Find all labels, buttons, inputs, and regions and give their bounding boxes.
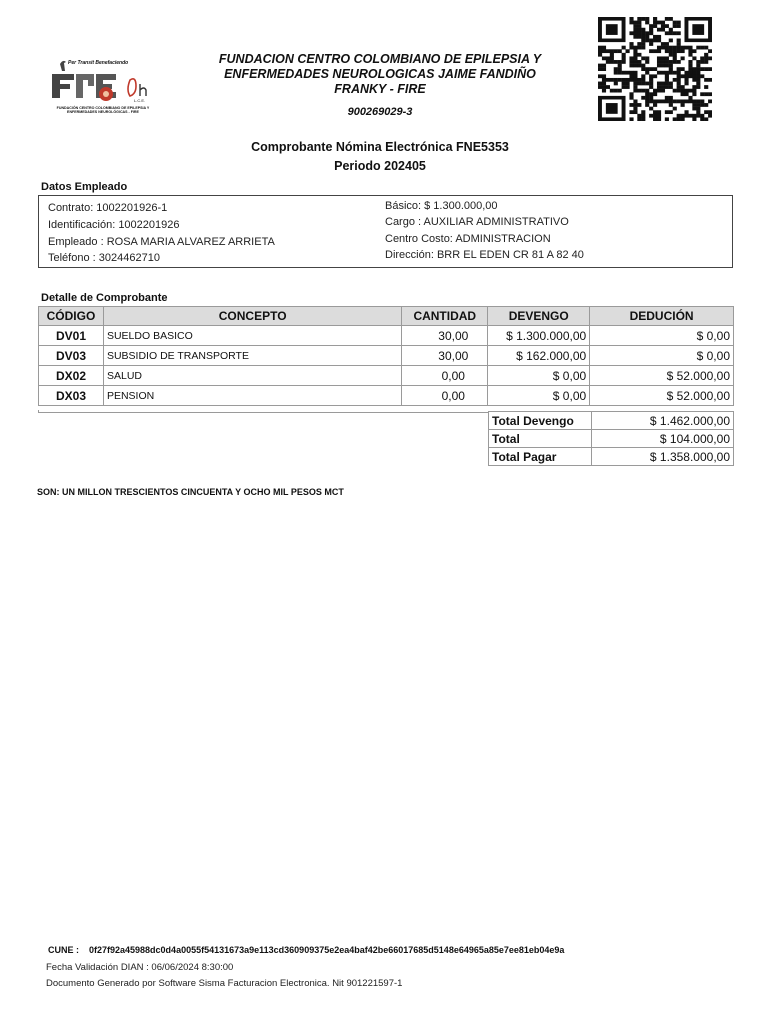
detail-section-heading: Detalle de Comprobante [41, 292, 168, 304]
row-concept: SUBSIDIO DE TRANSPORTE [103, 346, 401, 366]
logo-initials: L.C.E. [134, 98, 146, 103]
row-code: DV01 [39, 326, 104, 346]
logo-caption: FUNDACIÓN CENTRO COLOMBIANO DE EPILEPSIA Y ENFERMEDADES NEUROLÓGICAS - FIRE [56, 106, 150, 115]
table-row [39, 366, 734, 386]
table-divider [38, 410, 488, 413]
employee-base-salary: Básico: $ 1.300.000,00 [385, 200, 498, 212]
dian-validation-date: Fecha Validación DIAN : 06/06/2024 8:30:00 [46, 962, 234, 973]
row-deduction: $ 0,00 [590, 326, 734, 346]
organization-name [180, 52, 580, 97]
amount-in-words: SON: UN MILLON TRESCIENTOS CINCUENTA Y OCHO MIL PESOS MCT [37, 487, 344, 497]
org-name-line-3: FRANKY - FIRE [334, 82, 426, 96]
generated-by-note: Documento Generado por Software Sisma Facturacion Electronica. Nit 901221597-1 [46, 978, 403, 989]
document-title: Comprobante Nómina Electrónica FNE5353 [251, 140, 509, 154]
table-row [39, 326, 734, 346]
qr-code-icon [598, 17, 712, 121]
row-accrual: $ 0,00 [488, 366, 590, 386]
row-deduction: $ 52.000,00 [590, 366, 734, 386]
row-accrual: $ 162.000,00 [488, 346, 590, 366]
employee-section-heading: Datos Empleado [41, 181, 128, 193]
document-period: Periodo 202405 [334, 159, 426, 173]
column-header-quantity: CANTIDAD [402, 307, 488, 326]
row-quantity: 30,00 [402, 326, 488, 346]
total-pay-value: $ 1.358.000,00 [592, 448, 734, 466]
row-quantity: 30,00 [402, 346, 488, 366]
cune-value: 0f27f92a45988dc0d4a0055f54131673a9e113cd360909375e2ea4baf42be66017685d5148e64965a85e7ee81eb04e9a [89, 945, 565, 955]
column-header-accrual: DEVENGO [488, 307, 590, 326]
table-row [39, 386, 734, 406]
total-pay-label: Total Pagar [489, 448, 592, 466]
logo-motto: Per Transit Benefaciendo [68, 60, 129, 66]
table-row [39, 346, 734, 366]
row-code: DX03 [39, 386, 104, 406]
detail-table [38, 306, 734, 406]
column-header-deduction: DEDUCIÓN [590, 307, 734, 326]
total-deduction-label: Total [489, 430, 592, 448]
row-quantity: 0,00 [402, 366, 488, 386]
row-accrual: $ 0,00 [488, 386, 590, 406]
total-row [489, 412, 734, 430]
cune-label: CUNE : [48, 945, 79, 955]
org-name-line-1: FUNDACION CENTRO COLOMBIANO DE EPILEPSIA Y [218, 52, 542, 66]
cune-line [48, 945, 564, 955]
employee-identification: Identificación: 1002201926 [48, 219, 180, 231]
employee-address: Dirección: BRR EL EDEN CR 81 A 82 40 [385, 249, 584, 261]
total-row [489, 430, 734, 448]
total-row [489, 448, 734, 466]
organization-nit: 900269029-3 [347, 106, 413, 118]
employee-cost-center: Centro Costo: ADMINISTRACION [385, 233, 551, 245]
total-accrual-value: $ 1.462.000,00 [592, 412, 734, 430]
total-deduction-value: $ 104.000,00 [592, 430, 734, 448]
employee-contract: Contrato: 1002201926-1 [48, 202, 168, 214]
column-header-code: CÓDIGO [39, 307, 104, 326]
total-accrual-label: Total Devengo [489, 412, 592, 430]
row-deduction: $ 52.000,00 [590, 386, 734, 406]
row-concept: SALUD [103, 366, 401, 386]
detail-table-header [39, 307, 734, 326]
row-concept: PENSION [103, 386, 401, 406]
row-deduction: $ 0,00 [590, 346, 734, 366]
row-code: DX02 [39, 366, 104, 386]
employee-position: Cargo : AUXILIAR ADMINISTRATIVO [385, 216, 569, 228]
row-accrual: $ 1.300.000,00 [488, 326, 590, 346]
row-quantity: 0,00 [402, 386, 488, 406]
totals-table [488, 411, 734, 466]
employee-name: Empleado : ROSA MARIA ALVAREZ ARRIETA [48, 236, 275, 248]
row-code: DV03 [39, 346, 104, 366]
organization-logo [48, 54, 158, 118]
employee-info-box [38, 195, 733, 268]
column-header-concept: CONCEPTO [103, 307, 401, 326]
employee-phone: Teléfono : 3024462710 [48, 252, 160, 264]
org-name-line-2: ENFERMEDADES NEUROLOGICAS JAIME FANDIÑO [224, 67, 536, 81]
row-concept: SUELDO BASICO [103, 326, 401, 346]
